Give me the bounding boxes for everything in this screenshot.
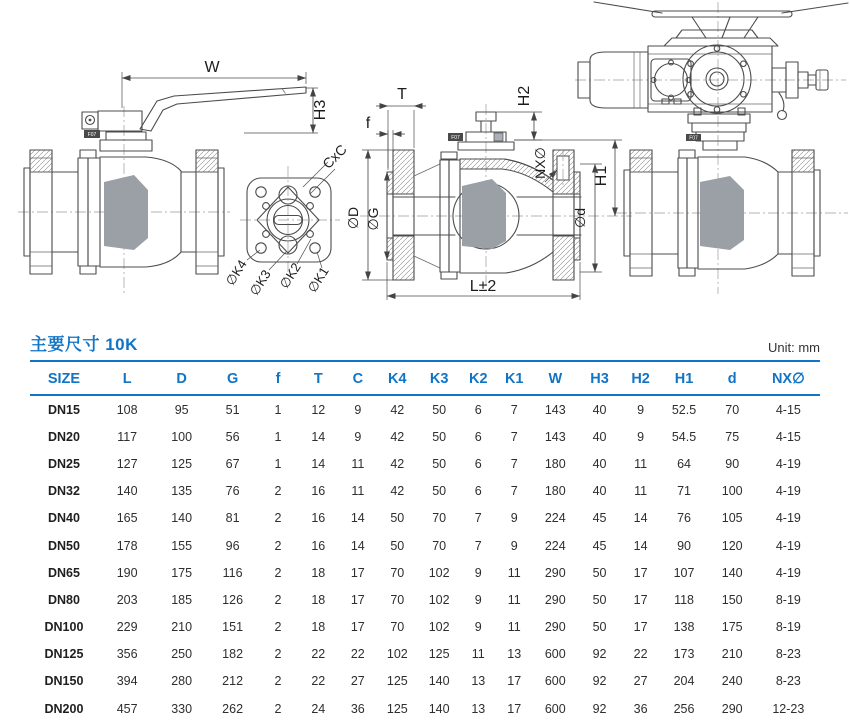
value-cell: 165 bbox=[116, 511, 138, 526]
value-cell: 50 bbox=[390, 511, 405, 526]
table-row bbox=[30, 478, 820, 505]
value-cell: 1 bbox=[274, 456, 282, 471]
value-cell: 356 bbox=[116, 647, 138, 662]
ball-shading bbox=[104, 175, 148, 250]
value-cell: 14 bbox=[350, 511, 365, 526]
value-cell: 50 bbox=[432, 402, 447, 417]
value-cell: 90 bbox=[677, 538, 691, 553]
value-cell: 4-19 bbox=[775, 484, 801, 499]
value-cell: 22 bbox=[633, 647, 648, 662]
size-cell: DN65 bbox=[47, 565, 80, 580]
dim-label-h1: H1 bbox=[593, 165, 610, 187]
value-cell: 140 bbox=[428, 674, 450, 689]
value-cell: 4-19 bbox=[775, 565, 801, 580]
dim-label-k3: ∅K3 bbox=[246, 267, 274, 299]
value-cell: 81 bbox=[225, 511, 240, 526]
table-row bbox=[30, 395, 820, 423]
value-cell: 92 bbox=[592, 647, 607, 662]
column-header-k2: K2 bbox=[461, 362, 497, 395]
value-cell: 70 bbox=[432, 511, 447, 526]
value-cell: 125 bbox=[386, 674, 408, 689]
dim-label-d-bolt: ∅d bbox=[572, 208, 588, 228]
value-cell: 6 bbox=[474, 402, 482, 417]
value-cell: 50 bbox=[592, 592, 607, 607]
size-cell: DN80 bbox=[47, 592, 80, 607]
value-cell: 75 bbox=[725, 429, 740, 444]
value-cell: 280 bbox=[171, 674, 193, 689]
value-cell: 12 bbox=[311, 402, 326, 417]
value-cell: 36 bbox=[633, 701, 648, 716]
value-cell: 64 bbox=[677, 456, 691, 471]
dim-label-h3: H3 bbox=[312, 99, 329, 121]
value-cell: 27 bbox=[633, 674, 648, 689]
value-cell: 92 bbox=[592, 701, 607, 716]
column-header-k3: K3 bbox=[418, 362, 461, 395]
value-cell: 102 bbox=[428, 620, 450, 635]
value-cell: 11 bbox=[351, 456, 365, 471]
value-cell: 22 bbox=[311, 647, 326, 662]
value-cell: 4-15 bbox=[775, 402, 801, 417]
value-cell: 4-19 bbox=[775, 456, 801, 471]
table-row bbox=[30, 423, 820, 450]
view-pad-face bbox=[223, 141, 350, 298]
value-cell: 117 bbox=[117, 429, 138, 444]
value-cell: 9 bbox=[510, 538, 518, 553]
value-cell: 105 bbox=[721, 511, 743, 526]
size-cell: DN50 bbox=[47, 538, 80, 553]
value-cell: 9 bbox=[474, 620, 482, 635]
value-cell: 290 bbox=[721, 701, 743, 716]
value-cell: 120 bbox=[721, 538, 743, 553]
value-cell: 22 bbox=[350, 647, 365, 662]
value-cell: 71 bbox=[677, 484, 691, 499]
value-cell: 8-23 bbox=[775, 647, 801, 662]
value-cell: 36 bbox=[350, 701, 365, 716]
value-cell: 9 bbox=[354, 429, 362, 444]
value-cell: 180 bbox=[544, 484, 566, 499]
value-cell: 76 bbox=[677, 511, 691, 526]
value-cell: 17 bbox=[350, 592, 365, 607]
value-cell: 22 bbox=[311, 674, 326, 689]
value-cell: 8-19 bbox=[775, 592, 801, 607]
value-cell: 13 bbox=[471, 701, 486, 716]
value-cell: 175 bbox=[721, 620, 743, 635]
value-cell: 2 bbox=[274, 484, 282, 499]
view-cross-section bbox=[345, 86, 632, 300]
value-cell: 127 bbox=[116, 456, 138, 471]
size-cell: DN150 bbox=[44, 674, 84, 689]
dim-label-k4: ∅K4 bbox=[222, 257, 250, 289]
value-cell: 290 bbox=[544, 592, 566, 607]
value-cell: 224 bbox=[544, 538, 566, 553]
value-cell: 100 bbox=[721, 484, 743, 499]
value-cell: 40 bbox=[592, 456, 607, 471]
value-cell: 7 bbox=[510, 402, 518, 417]
value-cell: 12-23 bbox=[772, 701, 805, 716]
dim-label-d-outer: ∅D bbox=[345, 206, 361, 230]
value-cell: 11 bbox=[351, 484, 365, 499]
value-cell: 70 bbox=[390, 620, 405, 635]
value-cell: 42 bbox=[390, 402, 405, 417]
value-cell: 11 bbox=[634, 456, 648, 471]
value-cell: 50 bbox=[432, 429, 447, 444]
value-cell: 210 bbox=[721, 647, 743, 662]
value-cell: 17 bbox=[633, 620, 648, 635]
value-cell: 256 bbox=[673, 701, 695, 716]
value-cell: 140 bbox=[721, 565, 743, 580]
value-cell: 27 bbox=[350, 674, 365, 689]
value-cell: 140 bbox=[116, 484, 138, 499]
value-cell: 14 bbox=[350, 538, 365, 553]
size-cell: DN32 bbox=[47, 484, 80, 499]
ball-shading bbox=[700, 176, 744, 250]
dim-label-k2: ∅K2 bbox=[276, 260, 304, 292]
value-cell: 102 bbox=[428, 565, 450, 580]
ball-shading bbox=[462, 179, 506, 249]
value-cell: 13 bbox=[507, 647, 522, 662]
dim-label-l: L±2 bbox=[469, 278, 497, 295]
iso-pad-label: F07 bbox=[689, 135, 698, 142]
value-cell: 204 bbox=[673, 674, 695, 689]
value-cell: 140 bbox=[171, 511, 193, 526]
column-header-d: d bbox=[708, 362, 757, 395]
value-cell: 96 bbox=[225, 538, 240, 553]
value-cell: 9 bbox=[474, 565, 482, 580]
size-cell: DN100 bbox=[44, 620, 84, 635]
dimension-table bbox=[30, 362, 820, 722]
value-cell: 18 bbox=[311, 565, 326, 580]
dim-label-nx: NX∅ bbox=[532, 147, 548, 179]
value-cell: 11 bbox=[507, 620, 521, 635]
value-cell: 250 bbox=[171, 647, 193, 662]
value-cell: 42 bbox=[390, 484, 405, 499]
value-cell: 8-23 bbox=[775, 674, 801, 689]
column-header-w: W bbox=[532, 362, 578, 395]
table-row bbox=[30, 450, 820, 477]
value-cell: 155 bbox=[171, 538, 193, 553]
value-cell: 203 bbox=[116, 592, 138, 607]
value-cell: 2 bbox=[274, 511, 282, 526]
value-cell: 151 bbox=[222, 620, 244, 635]
value-cell: 6 bbox=[474, 484, 482, 499]
value-cell: 70 bbox=[725, 402, 740, 417]
value-cell: 2 bbox=[274, 701, 282, 716]
dim-label-cxc: CxC bbox=[319, 141, 350, 172]
value-cell: 17 bbox=[633, 565, 648, 580]
value-cell: 7 bbox=[510, 456, 518, 471]
value-cell: 50 bbox=[592, 565, 607, 580]
column-header-h3: H3 bbox=[578, 362, 621, 395]
value-cell: 54.5 bbox=[671, 429, 697, 444]
value-cell: 9 bbox=[510, 511, 518, 526]
size-cell: DN15 bbox=[47, 402, 80, 417]
value-cell: 290 bbox=[544, 620, 566, 635]
value-cell: 7 bbox=[474, 538, 482, 553]
value-cell: 2 bbox=[274, 592, 282, 607]
value-cell: 9 bbox=[474, 592, 482, 607]
value-cell: 8-19 bbox=[775, 620, 801, 635]
column-header-l: L bbox=[98, 362, 156, 395]
view-lever-valve bbox=[18, 59, 329, 294]
value-cell: 7 bbox=[510, 484, 518, 499]
size-cell: DN200 bbox=[44, 701, 84, 716]
dim-label-f: f bbox=[365, 115, 371, 132]
value-cell: 143 bbox=[544, 429, 566, 444]
value-cell: 40 bbox=[592, 402, 607, 417]
value-cell: 224 bbox=[544, 511, 566, 526]
value-cell: 290 bbox=[544, 565, 566, 580]
value-cell: 185 bbox=[171, 592, 193, 607]
value-cell: 17 bbox=[350, 565, 365, 580]
column-header-nx∅: NX∅ bbox=[757, 362, 820, 395]
value-cell: 190 bbox=[116, 565, 138, 580]
value-cell: 9 bbox=[354, 402, 362, 417]
value-cell: 90 bbox=[725, 456, 740, 471]
value-cell: 17 bbox=[350, 620, 365, 635]
table-titlebar bbox=[30, 330, 820, 362]
lever-handle bbox=[140, 87, 306, 131]
value-cell: 7 bbox=[510, 429, 518, 444]
value-cell: 2 bbox=[274, 538, 282, 553]
value-cell: 11 bbox=[507, 592, 521, 607]
table-row bbox=[30, 695, 820, 722]
value-cell: 50 bbox=[592, 620, 607, 635]
value-cell: 182 bbox=[222, 647, 244, 662]
value-cell: 40 bbox=[592, 429, 607, 444]
value-cell: 125 bbox=[428, 647, 450, 662]
value-cell: 70 bbox=[390, 565, 405, 580]
column-header-t: T bbox=[298, 362, 339, 395]
value-cell: 50 bbox=[390, 538, 405, 553]
value-cell: 2 bbox=[274, 647, 282, 662]
value-cell: 330 bbox=[171, 701, 193, 716]
value-cell: 42 bbox=[390, 456, 405, 471]
value-cell: 1 bbox=[274, 429, 282, 444]
column-header-h1: H1 bbox=[660, 362, 707, 395]
value-cell: 50 bbox=[432, 456, 447, 471]
dim-label-w: W bbox=[204, 59, 220, 76]
valve-technical-drawing bbox=[0, 0, 850, 322]
value-cell: 95 bbox=[174, 402, 189, 417]
value-cell: 212 bbox=[222, 674, 244, 689]
value-cell: 45 bbox=[592, 538, 607, 553]
value-cell: 76 bbox=[225, 484, 240, 499]
value-cell: 175 bbox=[171, 565, 193, 580]
value-cell: 600 bbox=[544, 674, 566, 689]
table-header-row bbox=[30, 362, 820, 395]
column-header-c: C bbox=[339, 362, 377, 395]
value-cell: 173 bbox=[673, 647, 695, 662]
value-cell: 9 bbox=[637, 402, 645, 417]
table-row bbox=[30, 641, 820, 668]
value-cell: 2 bbox=[274, 674, 282, 689]
value-cell: 50 bbox=[432, 484, 447, 499]
value-cell: 7 bbox=[474, 511, 482, 526]
value-cell: 24 bbox=[311, 701, 326, 716]
table-row bbox=[30, 505, 820, 532]
value-cell: 100 bbox=[171, 429, 193, 444]
value-cell: 135 bbox=[171, 484, 193, 499]
column-header-f: f bbox=[258, 362, 298, 395]
value-cell: 125 bbox=[171, 456, 193, 471]
value-cell: 11 bbox=[471, 647, 485, 662]
iso-pad-label: F07 bbox=[451, 135, 460, 141]
value-cell: 18 bbox=[311, 592, 326, 607]
value-cell: 457 bbox=[116, 701, 138, 716]
value-cell: 125 bbox=[386, 701, 408, 716]
column-header-k4: K4 bbox=[377, 362, 418, 395]
value-cell: 6 bbox=[474, 429, 482, 444]
value-cell: 40 bbox=[592, 484, 607, 499]
dim-label-t: T bbox=[397, 86, 407, 103]
value-cell: 16 bbox=[311, 484, 326, 499]
size-cell: DN20 bbox=[47, 429, 80, 444]
size-cell: DN25 bbox=[47, 456, 80, 471]
dim-label-h2: H2 bbox=[516, 85, 533, 107]
value-cell: 2 bbox=[274, 565, 282, 580]
value-cell: 17 bbox=[633, 592, 648, 607]
value-cell: 51 bbox=[225, 402, 240, 417]
value-cell: 9 bbox=[637, 429, 645, 444]
value-cell: 4-19 bbox=[775, 511, 801, 526]
value-cell: 6 bbox=[474, 456, 482, 471]
dim-label-k1: ∅K1 bbox=[304, 264, 332, 296]
value-cell: 14 bbox=[311, 429, 326, 444]
column-header-g: G bbox=[207, 362, 258, 395]
value-cell: 42 bbox=[390, 429, 405, 444]
value-cell: 17 bbox=[507, 701, 522, 716]
iso-pad-label: F07 bbox=[87, 132, 97, 138]
value-cell: 116 bbox=[222, 565, 243, 580]
value-cell: 70 bbox=[390, 592, 405, 607]
value-cell: 108 bbox=[116, 402, 138, 417]
unit-label: Unit: mm bbox=[768, 340, 820, 355]
value-cell: 14 bbox=[311, 456, 326, 471]
value-cell: 56 bbox=[225, 429, 240, 444]
table-row bbox=[30, 532, 820, 559]
value-cell: 126 bbox=[222, 592, 244, 607]
value-cell: 52.5 bbox=[671, 402, 697, 417]
value-cell: 1 bbox=[274, 402, 282, 417]
value-cell: 180 bbox=[544, 456, 566, 471]
value-cell: 14 bbox=[633, 511, 648, 526]
value-cell: 17 bbox=[507, 674, 522, 689]
value-cell: 262 bbox=[222, 701, 244, 716]
value-cell: 150 bbox=[721, 592, 743, 607]
value-cell: 16 bbox=[311, 511, 326, 526]
view-actuator-valve bbox=[575, 2, 848, 294]
column-header-k1: K1 bbox=[496, 362, 532, 395]
value-cell: 140 bbox=[428, 701, 450, 716]
value-cell: 229 bbox=[116, 620, 138, 635]
value-cell: 13 bbox=[471, 674, 486, 689]
table-row bbox=[30, 586, 820, 613]
column-header-size: SIZE bbox=[30, 362, 98, 395]
value-cell: 600 bbox=[544, 701, 566, 716]
value-cell: 2 bbox=[274, 620, 282, 635]
handwheel-rim bbox=[652, 11, 792, 17]
value-cell: 14 bbox=[633, 538, 648, 553]
table-title: 主要尺寸 10K bbox=[30, 335, 138, 354]
value-cell: 143 bbox=[544, 402, 566, 417]
value-cell: 92 bbox=[592, 674, 607, 689]
table-row bbox=[30, 614, 820, 641]
column-header-d: D bbox=[156, 362, 207, 395]
value-cell: 67 bbox=[225, 456, 240, 471]
value-cell: 102 bbox=[428, 592, 450, 607]
value-cell: 178 bbox=[116, 538, 138, 553]
value-cell: 118 bbox=[674, 592, 694, 607]
table-row bbox=[30, 668, 820, 695]
dimension-table-section bbox=[0, 322, 850, 722]
value-cell: 16 bbox=[311, 538, 326, 553]
value-cell: 11 bbox=[507, 565, 521, 580]
value-cell: 600 bbox=[544, 647, 566, 662]
size-cell: DN125 bbox=[44, 647, 84, 662]
value-cell: 4-19 bbox=[775, 538, 801, 553]
dim-label-g: ∅G bbox=[365, 207, 381, 231]
table-row bbox=[30, 559, 820, 586]
value-cell: 102 bbox=[386, 647, 408, 662]
value-cell: 11 bbox=[634, 484, 648, 499]
value-cell: 18 bbox=[311, 620, 326, 635]
value-cell: 240 bbox=[721, 674, 743, 689]
value-cell: 138 bbox=[673, 620, 695, 635]
value-cell: 394 bbox=[116, 674, 138, 689]
value-cell: 70 bbox=[432, 538, 447, 553]
column-header-h2: H2 bbox=[621, 362, 661, 395]
value-cell: 45 bbox=[592, 511, 607, 526]
value-cell: 210 bbox=[171, 620, 193, 635]
size-cell: DN40 bbox=[47, 511, 80, 526]
table-body bbox=[30, 395, 820, 722]
value-cell: 4-15 bbox=[775, 429, 801, 444]
value-cell: 107 bbox=[673, 565, 695, 580]
